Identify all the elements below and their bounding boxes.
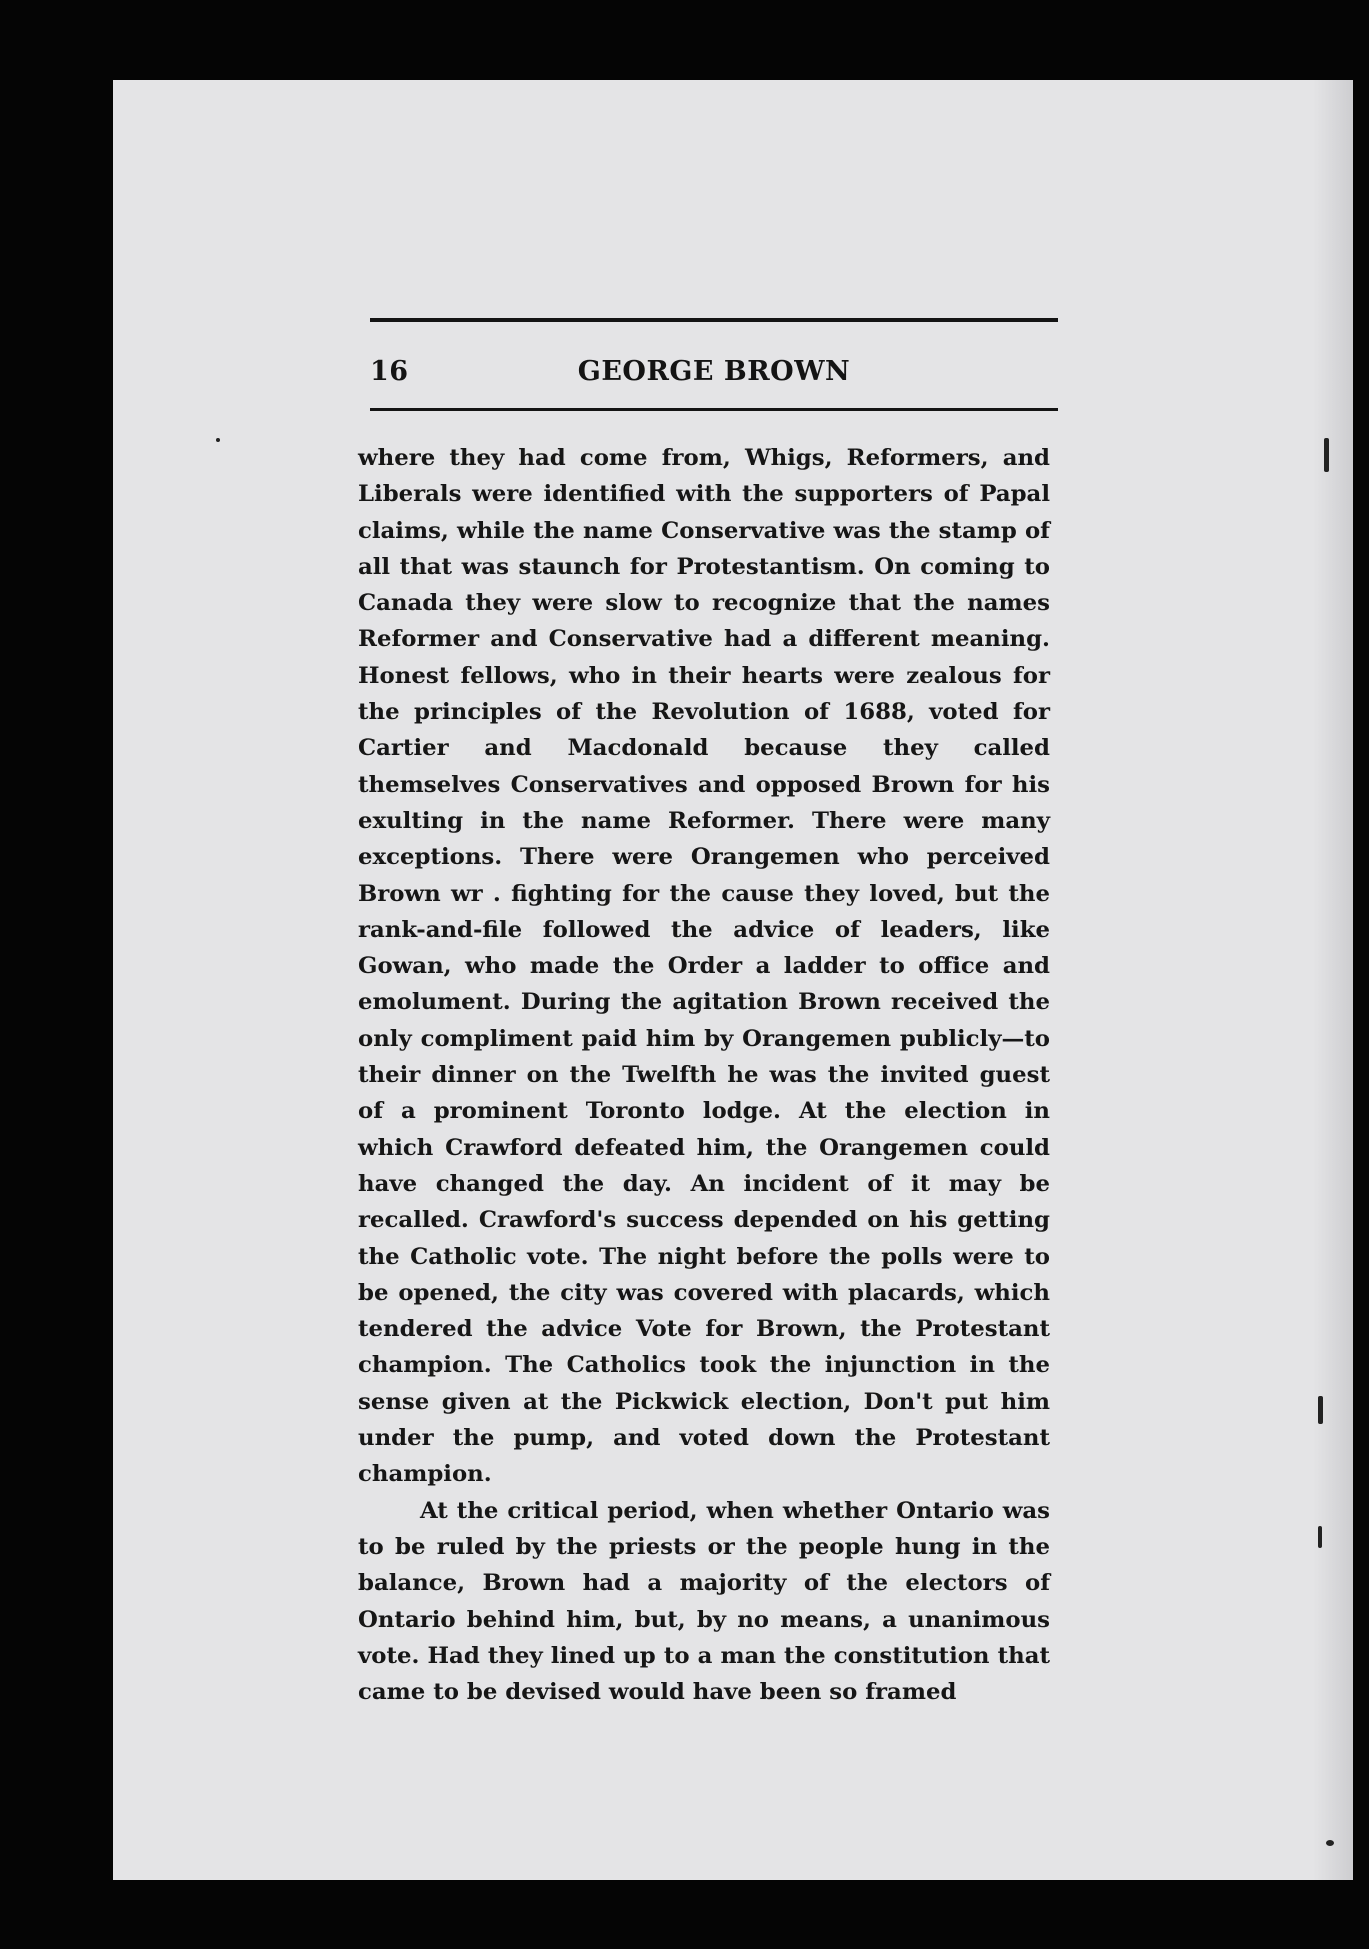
header-bottom-rule (370, 408, 1058, 411)
body-text (358, 440, 1050, 1710)
scan-speck (1318, 1526, 1322, 1548)
running-head (370, 322, 1058, 408)
page-header (370, 318, 1058, 411)
paragraph: where they had come from, Whigs, Reformers, and Liberals were identified with the supporters of Papal claims, while the name Conservative was the stamp of all that was staunch for Protestantism. On coming to Canada they were slow to recognize that the names Reformer and Conservative had a different meaning. Honest fellows, who in their hearts were zealous for the principles of the Revolution of 1688, voted for Cartier and Macdonald because they called themselves Conservatives and opposed Brown for his exulting in the name Reformer. There were many exceptions. There were Orangemen who perceived Brown wr . fighting for the cause they loved, but the rank-and-file followed the advice of leaders, like Gowan, who made the Order a ladder to office and emolument. During the agitation Brown received the only compliment paid him by Orangemen publicly—to their dinner on the Twelfth he was the invited guest of a prominent Toronto lodge. At the election in which Crawford defeated him, the Orangemen could have changed the day. An incident of it may be recalled. Crawford's success depended on his getting the Catholic vote. The night before the polls were to be opened, the city was covered with placards, which tendered the advice Vote for Brown, the Protestant champion. The Catholics took the injunction in the sense given at the Pickwick election, Don't put him under the pump, and voted down the Protestant champion. (358, 445, 1050, 1488)
scan-speck (216, 438, 220, 442)
page-number: 16 (370, 356, 409, 387)
scan-speck (1324, 438, 1329, 472)
scan-speck (1326, 1840, 1334, 1846)
paragraph: At the critical period, when whether Ontario was to be ruled by the priests or the people hung in the balance, Brown had a majority of the electors of Ontario behind him, but, by no means, a unanimous vote. Had they lined up to a man the constitution that came to be devised would have been so framed (358, 1497, 1050, 1706)
page-gutter-shadow (1313, 80, 1353, 1880)
running-title: GEORGE BROWN (577, 356, 851, 387)
scan-speck (1318, 1396, 1323, 1424)
